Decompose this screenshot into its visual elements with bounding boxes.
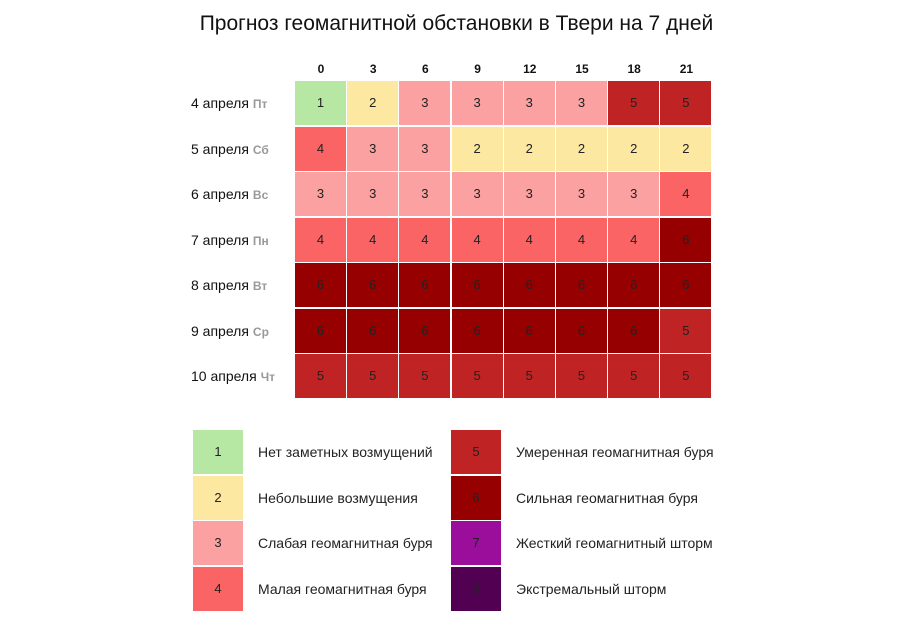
heatmap-cell: 6 xyxy=(504,309,555,353)
row-date: 7 апреля xyxy=(191,231,249,248)
hour-tick-label: 0 xyxy=(317,62,325,76)
heatmap-cell: 2 xyxy=(556,127,607,171)
row-date: 10 апреля xyxy=(191,368,257,384)
legend-swatch: 6 xyxy=(451,476,501,520)
heatmap-cell: 3 xyxy=(608,172,659,216)
row-weekday: Вт xyxy=(252,279,268,293)
legend-label: Малая геомагнитная буря xyxy=(258,580,427,597)
legend-swatch: 1 xyxy=(193,430,243,474)
legend-label: Умеренная геомагнитная буря xyxy=(516,444,714,460)
heatmap-cell: 5 xyxy=(399,354,450,398)
heatmap-cell: 6 xyxy=(399,263,450,307)
legend-swatch: 5 xyxy=(451,430,501,474)
heatmap-cell: 3 xyxy=(504,172,555,216)
heatmap-cell: 2 xyxy=(452,127,503,171)
hour-tick-label: 15 xyxy=(575,62,589,76)
heatmap-cell: 3 xyxy=(504,81,555,125)
row-date: 6 апреля xyxy=(191,186,249,202)
legend-swatch: 7 xyxy=(451,521,501,565)
legend-swatch: 8 xyxy=(451,567,501,611)
row-weekday: Сб xyxy=(252,142,269,157)
heatmap-cell: 6 xyxy=(452,309,503,353)
row-label xyxy=(191,263,291,308)
legend-label: Нет заметных возмущений xyxy=(258,444,433,460)
hour-tick-label: 21 xyxy=(679,62,694,76)
heatmap-cell: 6 xyxy=(660,263,711,307)
hour-tick-label: 12 xyxy=(523,62,537,76)
heatmap-cell: 4 xyxy=(452,218,503,262)
row-weekday: Пт xyxy=(252,97,268,111)
heatmap-cell: 4 xyxy=(295,127,346,171)
heatmap-cell: 5 xyxy=(556,354,607,398)
hour-tick-label: 9 xyxy=(474,62,481,76)
row-label xyxy=(191,354,291,399)
row-date: 4 апреля xyxy=(191,95,249,111)
heatmap-cell: 2 xyxy=(608,127,659,171)
heatmap-cell: 6 xyxy=(608,309,659,353)
row-label xyxy=(191,81,291,126)
heatmap-cell: 2 xyxy=(504,127,555,171)
heatmap-cell: 3 xyxy=(399,172,450,216)
heatmap-cell: 3 xyxy=(347,127,398,171)
heatmap-cell: 5 xyxy=(295,354,346,398)
hour-tick-label: 3 xyxy=(369,62,377,76)
heatmap-cell: 3 xyxy=(399,81,450,125)
heatmap-cell: 6 xyxy=(295,309,346,353)
heatmap-cell: 3 xyxy=(452,172,503,216)
legend-swatch: 4 xyxy=(193,567,243,611)
row-weekday: Чт xyxy=(260,370,275,384)
heatmap-cell: 6 xyxy=(608,263,659,307)
heatmap-cell: 5 xyxy=(347,354,398,398)
heatmap-cell: 5 xyxy=(660,309,711,353)
heatmap-cell: 3 xyxy=(347,172,398,216)
heatmap-cell: 5 xyxy=(504,354,555,398)
hour-tick-label: 6 xyxy=(422,62,429,76)
heatmap-cell: 6 xyxy=(660,218,711,262)
hour-tick-label: 18 xyxy=(627,62,641,76)
row-label xyxy=(191,218,291,263)
row-label xyxy=(191,127,291,172)
heatmap-cell: 4 xyxy=(504,218,555,262)
row-weekday: Пн xyxy=(252,233,269,248)
heatmap-cell: 4 xyxy=(608,218,659,262)
row-weekday: Вс xyxy=(252,188,269,202)
heatmap-cell: 3 xyxy=(295,172,346,216)
heatmap-cell: 4 xyxy=(556,218,607,262)
row-date: 5 апреля xyxy=(191,140,249,157)
heatmap-cell: 5 xyxy=(452,354,503,398)
legend-label: Жесткий геомагнитный шторм xyxy=(516,535,713,551)
heatmap-cell: 4 xyxy=(347,218,398,262)
row-weekday: Ср xyxy=(252,324,269,339)
legend-label: Слабая геомагнитная буря xyxy=(258,535,433,551)
heatmap-cell: 3 xyxy=(452,81,503,125)
legend-label: Небольшие возмущения xyxy=(258,489,418,506)
heatmap-cell: 6 xyxy=(399,309,450,353)
heatmap-cell: 6 xyxy=(347,309,398,353)
heatmap-cell: 6 xyxy=(556,263,607,307)
heatmap-cell: 3 xyxy=(556,172,607,216)
row-date: 9 апреля xyxy=(191,322,249,339)
heatmap-cell: 6 xyxy=(452,263,503,307)
row-label xyxy=(191,309,291,354)
heatmap-cell: 1 xyxy=(295,81,346,125)
heatmap-cell: 6 xyxy=(347,263,398,307)
row-date: 8 апреля xyxy=(191,277,249,293)
heatmap-cell: 6 xyxy=(504,263,555,307)
legend-swatch: 3 xyxy=(193,521,243,565)
heatmap-cell: 2 xyxy=(660,127,711,171)
heatmap-cell: 3 xyxy=(556,81,607,125)
heatmap-cell: 2 xyxy=(347,81,398,125)
heatmap-cell: 5 xyxy=(608,354,659,398)
heatmap-cell: 4 xyxy=(295,218,346,262)
heatmap-cell: 5 xyxy=(660,81,711,125)
legend-label: Сильная геомагнитная буря xyxy=(516,489,698,506)
heatmap-cell: 3 xyxy=(399,127,450,171)
legend-swatch: 2 xyxy=(193,476,243,520)
legend-label: Экстремальный шторм xyxy=(516,580,667,597)
chart-title: Прогноз геомагнитной обстановки в Твери на 7 дней xyxy=(199,12,714,35)
heatmap-cell: 6 xyxy=(556,309,607,353)
heatmap-cell: 5 xyxy=(660,354,711,398)
row-label xyxy=(191,172,291,217)
heatmap-cell: 6 xyxy=(295,263,346,307)
heatmap-cell: 5 xyxy=(608,81,659,125)
heatmap-cell: 4 xyxy=(399,218,450,262)
heatmap-cell: 4 xyxy=(660,172,711,216)
